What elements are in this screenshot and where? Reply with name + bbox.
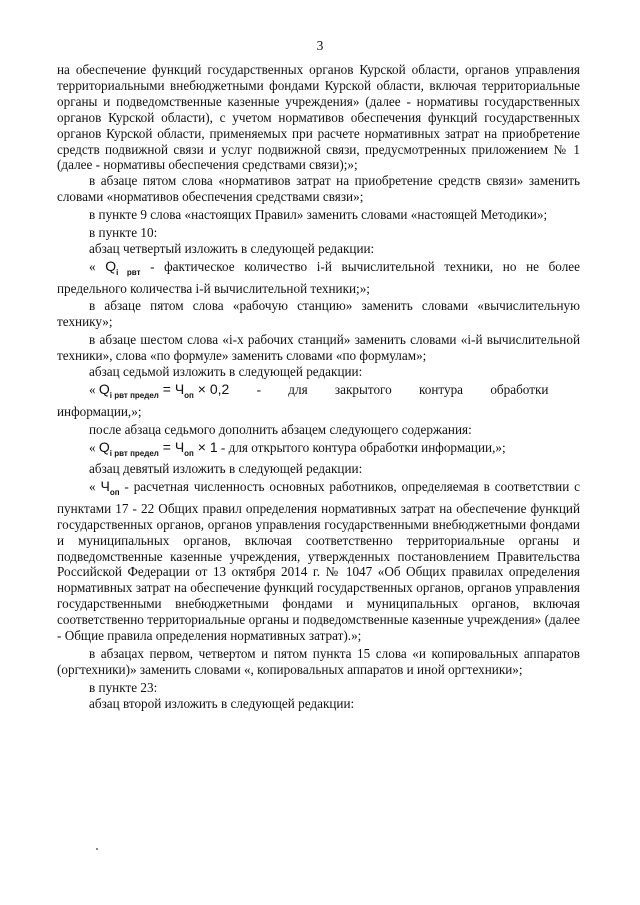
formula-symbol: $Ч_{оп}$ [100,478,120,497]
paragraph-3: в пункте 9 слова «настоящих Правил» заменить словами «настоящей Методики»; [89,207,548,223]
paragraph-16: в пункте 23: [89,679,158,695]
paragraph-5: абзац четвертый изложить в следующей редакции: [89,240,375,256]
paragraph-6-text: - фактическое количество i-й вычислительной техники, но не более предельного количества i-й вычислительной техники;»; [57,258,581,296]
paragraph-8: в абзаце шестом слова «i-х рабочих станций» заменить словами «i-й вычислительной техники», слова «по формуле» заменить словами «по формулам»; [57,332,580,364]
formula-limit-closed: $Q_{i рвт предел} = Ч_{оп} \times 0,2$ [98,381,230,400]
scan-speck [96,848,98,850]
formula-limit-open: $Q_{i рвт предел} = Ч_{оп} \times 1$ [98,438,218,458]
paragraph-13: абзац девятый изложить в следующей редакции: [89,461,363,477]
paragraph-12-text: - для открытого контура обработки информации,»; [217,439,506,455]
paragraph-9: абзац седьмой изложить в следующей редакции: [89,364,363,380]
open-quote: « [89,479,96,495]
paragraph-6 [57,259,580,297]
paragraph-10-text: - для закрытого контура обработки [229,382,549,398]
page-number: 3 [316,38,324,53]
open-quote: « [89,258,96,274]
paragraph-1: на обеспечение функций государственных органов Курской области, органов управления территориальными внебюджетными фондами Курской области, включая территориальные органы и подведомственные казенные учреждения» (далее - нормативы государственных органов Курской области), с учетом нормативов обеспечения функций государственных органов Курской области, применяемых при расчете нормативных затрат на приобретение средств подвижной связи и услуг подвижной связи, предусмотренных приложением № 1 (далее - нормативы обеспечения средствами связи);»; [57,62,580,173]
formula-symbol: $Q_{i рвт}$ [105,257,141,277]
paragraph-12 [57,440,580,462]
paragraph-10-text-end: информации,»; [57,403,142,419]
paragraph-10 [57,382,580,420]
document-body [57,62,580,712]
paragraph-4: в пункте 10: [89,225,158,241]
paragraph-11: после абзаца седьмого дополнить абзацем следующего содержания: [89,421,472,437]
paragraph-17: абзац второй изложить в следующей редакции: [89,695,355,711]
paragraph-14-text: - расчетная численность основных работников, определяемая в соответствии с пунктами 17 - 22 Общих правил определения нормативных затрат на обеспечение функций государственных органов, органов управления государственными внебюджетными фондами и муниципальных органов, включая соответственно территориальные органы и подведомственные казенные учреждения, утвержденных постановлением Правительства Российской Федерации от 13 октября 2014 г. № 1047 «Об Общих правилах определения нормативных затрат на обеспечение функций государственных органов, органов управления государственными внебюджетными фондами и муниципальных органов, включая соответственно территориальные органы и подведомственные казенные учреждения» (далее - Общие правила определения нормативных затрат).»; [57,479,581,644]
paragraph-2: в абзаце пятом слова «нормативов затрат на приобретение средств связи» заменить словами «нормативов обеспечения средствами связи»; [57,173,580,205]
paragraph-14 [57,479,580,644]
paragraph-7: в абзаце пятом слова «рабочую станцию» заменить словами «вычислительную технику»; [57,298,580,330]
open-quote: « [89,439,96,455]
paragraph-15: в абзацах первом, четвертом и пятом пункта 15 слова «и копировальных аппаратов (оргтехники)» заменить словами «, копировальных аппаратов и иной оргтехники»; [57,646,580,677]
open-quote: « [89,382,96,398]
